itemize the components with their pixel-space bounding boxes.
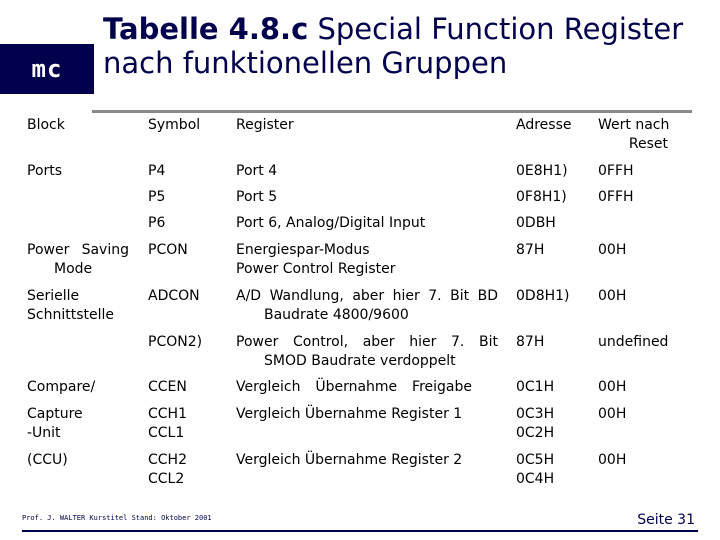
table-cell-adresse: 0C4H	[516, 471, 555, 487]
table-cell-symbol: P5	[148, 189, 166, 205]
table-cell-symbol: CCL1	[148, 425, 185, 441]
table-cell-symbol: PCON	[148, 242, 188, 258]
table-cell-register: Energiespar-Modus	[236, 242, 370, 258]
table-cell-symbol: CCEN	[148, 379, 187, 395]
table-cell-register: A/D Wandlung, aber hier 7. Bit BD	[236, 288, 498, 304]
footer-info: Prof. J. WALTER Kurstitel Stand: Oktober 2001	[22, 514, 212, 522]
table-cell-adresse: 87H	[516, 242, 545, 258]
table-cell-register: Vergleich Übernahme Register 2	[236, 452, 463, 468]
table-cell-register: SMOD Baudrate verdoppelt	[264, 353, 456, 369]
table-cell-wert: undefined	[598, 334, 669, 350]
table-cell-block: (CCU)	[27, 452, 68, 468]
table-cell-wert: 00H	[598, 379, 627, 395]
table-cell-wert: 00H	[598, 288, 627, 304]
header-wert-line1: Wert nach	[598, 117, 670, 133]
table-cell-block: Serielle	[27, 288, 80, 304]
table-cell-block: Compare/	[27, 379, 96, 395]
header-register: Register	[236, 117, 294, 133]
table-cell-register: Baudrate 4800/9600	[264, 307, 409, 323]
table-cell-register: Power Control Register	[236, 261, 396, 277]
table-cell-block: Power Saving	[27, 242, 129, 258]
table-cell-symbol: CCL2	[148, 471, 185, 487]
table-cell-adresse: 0D8H1)	[516, 288, 570, 304]
header-adresse: Adresse	[516, 117, 572, 133]
header-wert-line2: Reset	[628, 136, 668, 152]
table-cell-register: Vergleich Übernahme Register 1	[236, 406, 463, 422]
header-block: Block	[27, 117, 65, 133]
table-cell-wert: 0FFH	[598, 163, 634, 179]
table-cell-adresse: 0C3H	[516, 406, 555, 422]
table-cell-block: -Unit	[27, 425, 61, 441]
table-cell-adresse: 0DBH	[516, 215, 556, 231]
table-cell-symbol: P6	[148, 215, 166, 231]
table-cell-register: Vergleich Übernahme Freigabe	[236, 379, 472, 395]
table-cell-adresse: 0C2H	[516, 425, 555, 441]
title-rest: Special Function Register nach funktionellen Gruppen	[103, 12, 684, 80]
table-cell-register: Port 5	[236, 189, 278, 205]
table-cell-block: Ports	[27, 163, 63, 179]
table-cell-symbol: CCH1	[148, 406, 187, 422]
table-cell-symbol: ADCON	[148, 288, 200, 304]
table-cell-register: Port 6, Analog/Digital Input	[236, 215, 426, 231]
title-divider	[92, 110, 692, 113]
table-cell-block: Mode	[54, 261, 93, 277]
header-wert	[598, 116, 668, 154]
table-cell-register: Power Control, aber hier 7. Bit	[236, 334, 498, 350]
table-cell-symbol: CCH2	[148, 452, 187, 468]
footer-divider	[22, 530, 698, 532]
table-cell-wert: 00H	[598, 452, 627, 468]
table-cell-adresse: 0C1H	[516, 379, 555, 395]
header-symbol: Symbol	[148, 117, 201, 133]
table-cell-adresse: 0C5H	[516, 452, 555, 468]
table-cell-adresse: 0F8H1)	[516, 189, 567, 205]
table-cell-symbol: PCON2)	[148, 334, 203, 350]
table-cell-adresse: 0E8H1)	[516, 163, 568, 179]
table-cell-block: Schnittstelle	[27, 307, 114, 323]
table-cell-block: Capture	[27, 406, 83, 422]
table-cell-wert: 0FFH	[598, 189, 634, 205]
table-cell-adresse: 87H	[516, 334, 545, 350]
table-cell-symbol: P4	[148, 163, 166, 179]
page-title	[103, 12, 703, 112]
table-cell-wert: 00H	[598, 406, 627, 422]
title-bold: Tabelle 4.8.c	[103, 12, 309, 46]
table-cell-register: Port 4	[236, 163, 278, 179]
logo: mc	[0, 44, 94, 94]
table-cell-wert: 00H	[598, 242, 627, 258]
page-number: Seite 31	[637, 512, 695, 528]
